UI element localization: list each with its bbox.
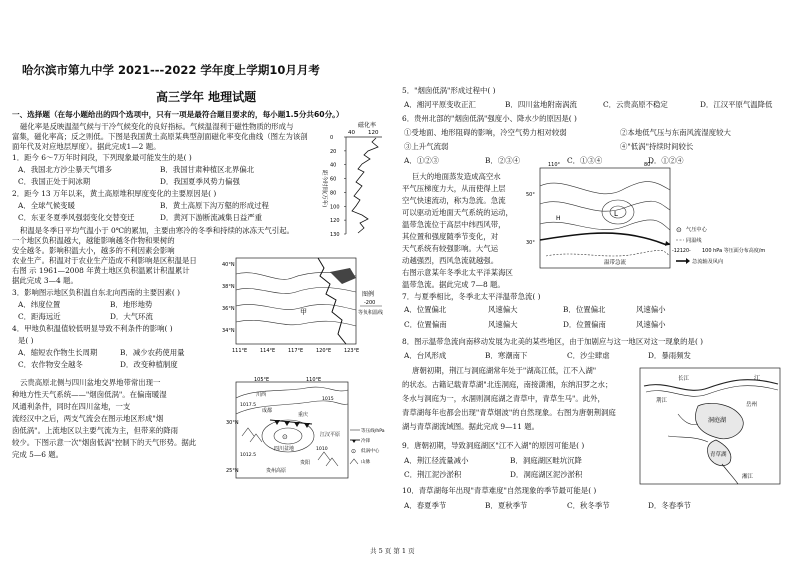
fig4-legend-value: -12120- — [672, 249, 691, 254]
q4-option-a: A．缩短农作物生长周期 — [18, 348, 98, 357]
q7-option-c-position: C．位置偏南 — [404, 320, 447, 329]
intro7-line4: 可以驱动近地面天气系统的运动， — [402, 208, 513, 217]
q4-option-c: C．农作物安全越冬 — [18, 360, 83, 369]
q8-option-b: B．寒潮南下 — [485, 351, 528, 360]
fig2-lon-1: 111°E — [232, 348, 248, 354]
svg-text:⊙: ⊙ — [676, 226, 682, 234]
fig4-legend-1: 气压中心 — [686, 227, 707, 233]
q2-option-c: C．东亚冬夏季风强弱变化交替变迁 — [18, 213, 135, 222]
svg-text:⊙: ⊙ — [351, 448, 357, 455]
q6-statement-4: ④"低涡"持续时间较长 — [620, 142, 694, 151]
page-footer: 共 5 页 第 1 页 — [370, 547, 415, 555]
q7-option-b-speed: 风速偏小 — [636, 305, 666, 314]
q2-stem: 2．距今 13 万年以来，黄土高原堆积厚度变化的主要原因是( ) — [12, 189, 217, 198]
fig4-label-center: L — [614, 210, 618, 218]
fig3-legend-1: 等压线/hPa — [361, 429, 385, 434]
fig1-top-label: 磁化率 — [358, 122, 377, 129]
fig5-label-xiangjiang: 湘江 — [742, 474, 754, 480]
intro1-line3: 面年代及对应地层厚度）。据此完成1—2 题。 — [12, 142, 161, 151]
q9-option-b: B．洞庭湖区畦坑沉降 — [510, 456, 582, 465]
q9-option-a: A．荆江径流量减小 — [404, 456, 469, 465]
intro9-line3: 冬水与洞庭为一，水涸则洞庭湖之青草中，青草生马"。此外， — [402, 394, 605, 403]
intro7-line5: 温带急流位于高层中纬西风带， — [402, 220, 506, 229]
intro5-line2: 种地方性天气系统——"烟囱低涡"。在偏南暖湿 — [12, 390, 167, 399]
q5-option-a: A．湘河平原变收正汇 — [404, 100, 476, 109]
q8-stem: 8．图示温带急流向南移动发展为北美的某些地区，由于加剧应与这一地区对这一现象的是( ) — [402, 337, 704, 346]
q5-option-b: B．四川盆地附南涡流 — [505, 100, 577, 109]
intro3-line3: 安全越冬。影响积温大小，越多的不利因素会影响 — [12, 246, 175, 255]
fig4-label-jet: 温带急流 — [604, 260, 627, 266]
intro5-line3: 风通利条件，同时在四川盆地，一支 — [12, 402, 131, 411]
fig3-place-1: 川西 — [256, 392, 267, 398]
fig2-label-jia: 甲 — [300, 308, 307, 316]
q8-option-d: D．暴雨频发 — [648, 351, 691, 360]
q3-option-a: A．纬度位置 — [18, 300, 61, 309]
fig4-legend-3: 100 hPa 等压面分布高度/m — [702, 248, 766, 254]
fig1-scale-b: 120 — [368, 130, 379, 136]
fig1-tick-label: 0 — [330, 135, 334, 141]
q7-option-d-speed: 风速偏小 — [636, 320, 666, 329]
q3-option-d: D．大气环流 — [110, 312, 153, 321]
intro3-line5: 右图 示 1961—2008 年黄土地区负积温累计积温累计 — [12, 266, 190, 275]
q1-option-c: C．我国正处于间冰期 — [18, 177, 91, 186]
intro7-line3: 空气快速流动，称为急流。急流 — [402, 196, 506, 205]
fig3-place-6: 贵阳 — [300, 460, 311, 466]
fig5-label-qingcao: 青草湖 — [710, 452, 727, 458]
q4-option-d: D．改变种植制度 — [120, 360, 178, 369]
q8-option-a: A．台风形成 — [404, 351, 447, 360]
q2-option-a: A．全球气候变暖 — [18, 201, 76, 210]
intro9-line1: 唐朝初期，荆江与洞庭湖常年处于"湖高江低，江不入湖" — [412, 366, 597, 375]
intro9-line4: 青草湖每年也都会出现"青草烟波"的自然现象。右图为唐朝荆洞庭 — [402, 408, 616, 417]
q2-option-b: B．黄土高原下沟万壑的形成过程 — [160, 201, 269, 210]
fig2-legend-value: -200 — [364, 300, 376, 306]
fig4-label-high: H — [556, 215, 561, 222]
fig3-lon-2: 110°E — [306, 377, 322, 383]
intro9-line5: 湖与青草湖流域图。据此完成 9—11 题。 — [402, 422, 540, 431]
fig4-legend-2: 同温线 — [686, 238, 702, 244]
q7-option-b-position: B．位置偏北 — [563, 305, 606, 314]
fig1-left-label: 距今时间(万年) — [321, 170, 327, 208]
q10-option-d: D．冬春季节 — [648, 501, 691, 510]
figure-jet-stream-map — [526, 160, 788, 278]
fig3-place-5: 江汉平原 — [320, 432, 341, 438]
fig2-lon-3: 117°E — [288, 348, 304, 354]
intro7-line9: 右图示意某年冬季北太平洋某海区 — [402, 268, 513, 277]
q7-option-a-position: A．位置偏北 — [404, 305, 447, 314]
q4-stem: 4．甲地负积温值较低明显导致不利条件的影响( ) — [12, 324, 173, 333]
fig2-legend-title: 图例 — [362, 291, 375, 298]
fig2-lat-3: 36°N — [222, 306, 235, 312]
intro3-line2: 一个地区负积温越大，越能影响越冬作物和果树的 — [12, 236, 175, 245]
q3-option-b: B．地形地势 — [110, 300, 153, 309]
intro7-line2: 平气压梯度力大，从而使得上层 — [402, 184, 506, 193]
fig2-lon-4: 120°E — [316, 348, 332, 354]
q10-option-c: C．秋冬季节 — [567, 501, 610, 510]
fig3-isobar-4: 1010 — [316, 447, 328, 452]
fig4-legend-4: 急流轴及风向 — [692, 259, 724, 265]
intro3-line6: 据此完成 3—4 题。 — [12, 276, 78, 285]
intro5-line7: 完成 5—6 题。 — [12, 450, 64, 459]
fig3-lat-1: 30°N — [226, 420, 239, 426]
intro3-line1: 积温是冬季日平均气温小于 0℃的累加，主要由寒冷的冬季和持续的冰冻天气引起。 — [20, 226, 294, 235]
fig4-lon-1: 110° — [548, 162, 561, 168]
section-header: 一、选择题（在每小题给出的四个选项中，只有一项是最符合题目要求的，每小题1.5分共60分。） — [12, 110, 344, 119]
intro7-line1: 巨大的地面蒸发造成高空水 — [412, 172, 501, 181]
fig2-lon-5: 123°E — [344, 348, 360, 354]
intro5-line1: 云贵高原北侧与四川盆地交界地带常出现一 — [20, 378, 161, 387]
fig1-tick-label: 40 — [330, 162, 337, 169]
fig3-legend-3: 低涡中心 — [361, 449, 380, 454]
q1-option-d: D．我国夏季风势力偏强 — [160, 177, 240, 186]
q4-stem-2: 是( ) — [18, 336, 34, 345]
q7-option-a-speed: 风速偏大 — [488, 305, 518, 314]
fig1-tick-label: 20 — [330, 148, 337, 155]
fig5-label-jingjiang: 荆江 — [656, 398, 668, 404]
fig3-place-2: 成都 — [262, 408, 273, 414]
q3-stem: 3．影响图示地区负积温自东北向西南的主要因素( ) — [12, 288, 181, 297]
intro1-line1: 磁化率是反映温湿气候与干冷气候变化的良好指标。气候温湿利于磁性物质的形成与 — [20, 122, 294, 131]
fig4-lon-2: 80° — [644, 162, 653, 168]
intro5-line6: 较少。下图示意一次"烟囱低涡"控制下的天气形势。据此 — [12, 438, 197, 447]
intro5-line5: 囱低涡"。上流地区以主要气流为主，但带来的降雨 — [12, 426, 178, 435]
fig3-place-3: 重庆 — [298, 412, 309, 418]
q6-statement-1: ①受地面、地形阻碍的影响，冷空气势力相对较弱 — [404, 128, 567, 137]
fig5-label-jiang: 江 — [754, 375, 761, 382]
q6-statement-2: ②本地低气压与东南风流湿度较大 — [620, 128, 731, 137]
q1-option-b: B．我国甘肃种植区北界偏北 — [160, 165, 255, 174]
fig5-label-yuezhou: 岳州 — [746, 402, 758, 408]
fig1-tick-label: 60 — [330, 176, 337, 183]
q6-option-c: C．①③④ — [567, 156, 603, 165]
intro7-line7: 天气系统有较强影响。大气运 — [402, 244, 499, 253]
q1-stem: 1．距今 6～7万年时间段，下列现象最可能发生的是( ) — [12, 153, 192, 162]
exam-title: 哈尔滨市第九中学 2021---2022 学年度上学期10月月考 — [22, 63, 320, 77]
fig2-legend-line: 等负积温线 — [358, 310, 384, 316]
fig2-lat-1: 40°N — [222, 262, 235, 268]
q10-option-b: B．夏秋季节 — [485, 501, 528, 510]
intro1-line2: 富集，磁化率高；反之则低。下图是我国黄土高原某典型剖面磁化率变化曲线（图左为该剖 — [12, 132, 308, 141]
fig3-place-7: 贵州高原 — [266, 468, 287, 474]
q10-stem: 10．青草湖每年出现"青草难度"自然现象的季节最可能是( ) — [402, 486, 597, 495]
fig4-lat-2: 30° — [526, 240, 535, 246]
intro5-line4: 流经汉中之后，两支气流会在图示地区形成"烟 — [12, 414, 164, 423]
q5-option-c: C．云贵高原不稳定 — [603, 100, 668, 109]
svg-text:⊙: ⊙ — [282, 433, 288, 441]
q8-option-c: C．沙尘肆虐 — [567, 351, 610, 360]
figure-vortex-map — [226, 376, 386, 484]
q6-statement-3: ③上升气流弱 — [404, 142, 449, 151]
intro7-line10: 温带急流。据此完成 7—8 题。 — [402, 280, 505, 289]
intro7-line6: 其位置和强度随季节变化，对 — [402, 232, 499, 241]
q6-option-a: A．①②③ — [404, 156, 439, 165]
fig3-isobar-2: 1015 — [322, 397, 334, 402]
intro9-line2: 的状态。古籍记载青草湖"北连洞庭，南接潇湘，东纳汨罗之水； — [402, 380, 613, 389]
exam-subtitle: 高三学年 地理试题 — [156, 90, 257, 104]
intro3-line4: 农业生产。积温对于农业生产造成不利影响是区积温是日 — [12, 256, 197, 265]
fig4-lat-1: 50° — [526, 192, 535, 198]
fig3-legend-4: 山脉 — [361, 460, 371, 465]
q6-option-d: D．①②④ — [648, 156, 684, 165]
q7-option-d-position: D．位置偏南 — [563, 320, 606, 329]
q6-option-b: B．②③④ — [485, 156, 520, 165]
q5-option-d: D．江汉平原气温降低 — [700, 100, 773, 109]
q5-stem: 5．"烟囱低涡"形成过程中( ) — [402, 86, 496, 95]
q1-option-a: A．我国北方沙尘暴天气增多 — [18, 165, 113, 174]
figure-dongting-lake-map — [638, 366, 784, 486]
q9-option-d: D．洞庭湖区泥沙淤积 — [510, 470, 583, 479]
fig2-lon-2: 114°E — [260, 348, 276, 354]
q9-option-c: C．荆江泥沙淤积 — [404, 470, 462, 479]
q7-option-c-speed: 风速偏大 — [488, 320, 518, 329]
intro7-line8: 动越强烈，西风急流就越强。 — [402, 256, 499, 265]
fig2-lat-4: 34°N — [222, 328, 235, 334]
fig3-place-4: 四川盆地 — [274, 446, 295, 452]
fig3-lon-1: 105°E — [254, 377, 270, 383]
q2-option-d: D．黄河下游断流减集日益严重 — [160, 213, 263, 222]
fig3-legend-2: 冷锋 — [361, 439, 371, 444]
q10-option-a: A．春夏季节 — [404, 501, 447, 510]
q9-stem: 9．唐朝初期，导致洞庭湖区"江不入湖"的原因可能是( ) — [402, 441, 585, 450]
q6-stem: 6．贵州北部的"烟囱低涡"强度小、降水少的原因是( ) — [402, 114, 577, 123]
fig1-tick-label: 120 — [330, 218, 340, 225]
fig3-isobar-3: 1012.5 — [240, 453, 257, 458]
fig1-tick-label: 100 — [330, 204, 340, 211]
figure-negative-accumulated-temperature-map — [222, 254, 387, 354]
q7-stem: 7．与夏季相比，冬季北太平洋温带急流( ) — [402, 292, 541, 301]
fig1-tick-label: 130 — [330, 232, 340, 238]
fig5-label-changjiang: 长江 — [678, 376, 690, 382]
fig5-label-dongting: 洞庭湖 — [708, 417, 727, 424]
fig1-scale-a: 40 — [348, 130, 355, 136]
figure-susceptibility-curve — [318, 120, 386, 238]
q4-option-b: B．减少农药使用量 — [120, 348, 185, 357]
fig1-tick-label: 80 — [330, 190, 337, 197]
fig3-isobar-1: 1017.5 — [240, 403, 257, 408]
q3-option-c: C．距海远近 — [18, 312, 61, 321]
fig2-lat-2: 38°N — [222, 284, 235, 290]
fig3-lat-2: 25°N — [226, 468, 239, 474]
